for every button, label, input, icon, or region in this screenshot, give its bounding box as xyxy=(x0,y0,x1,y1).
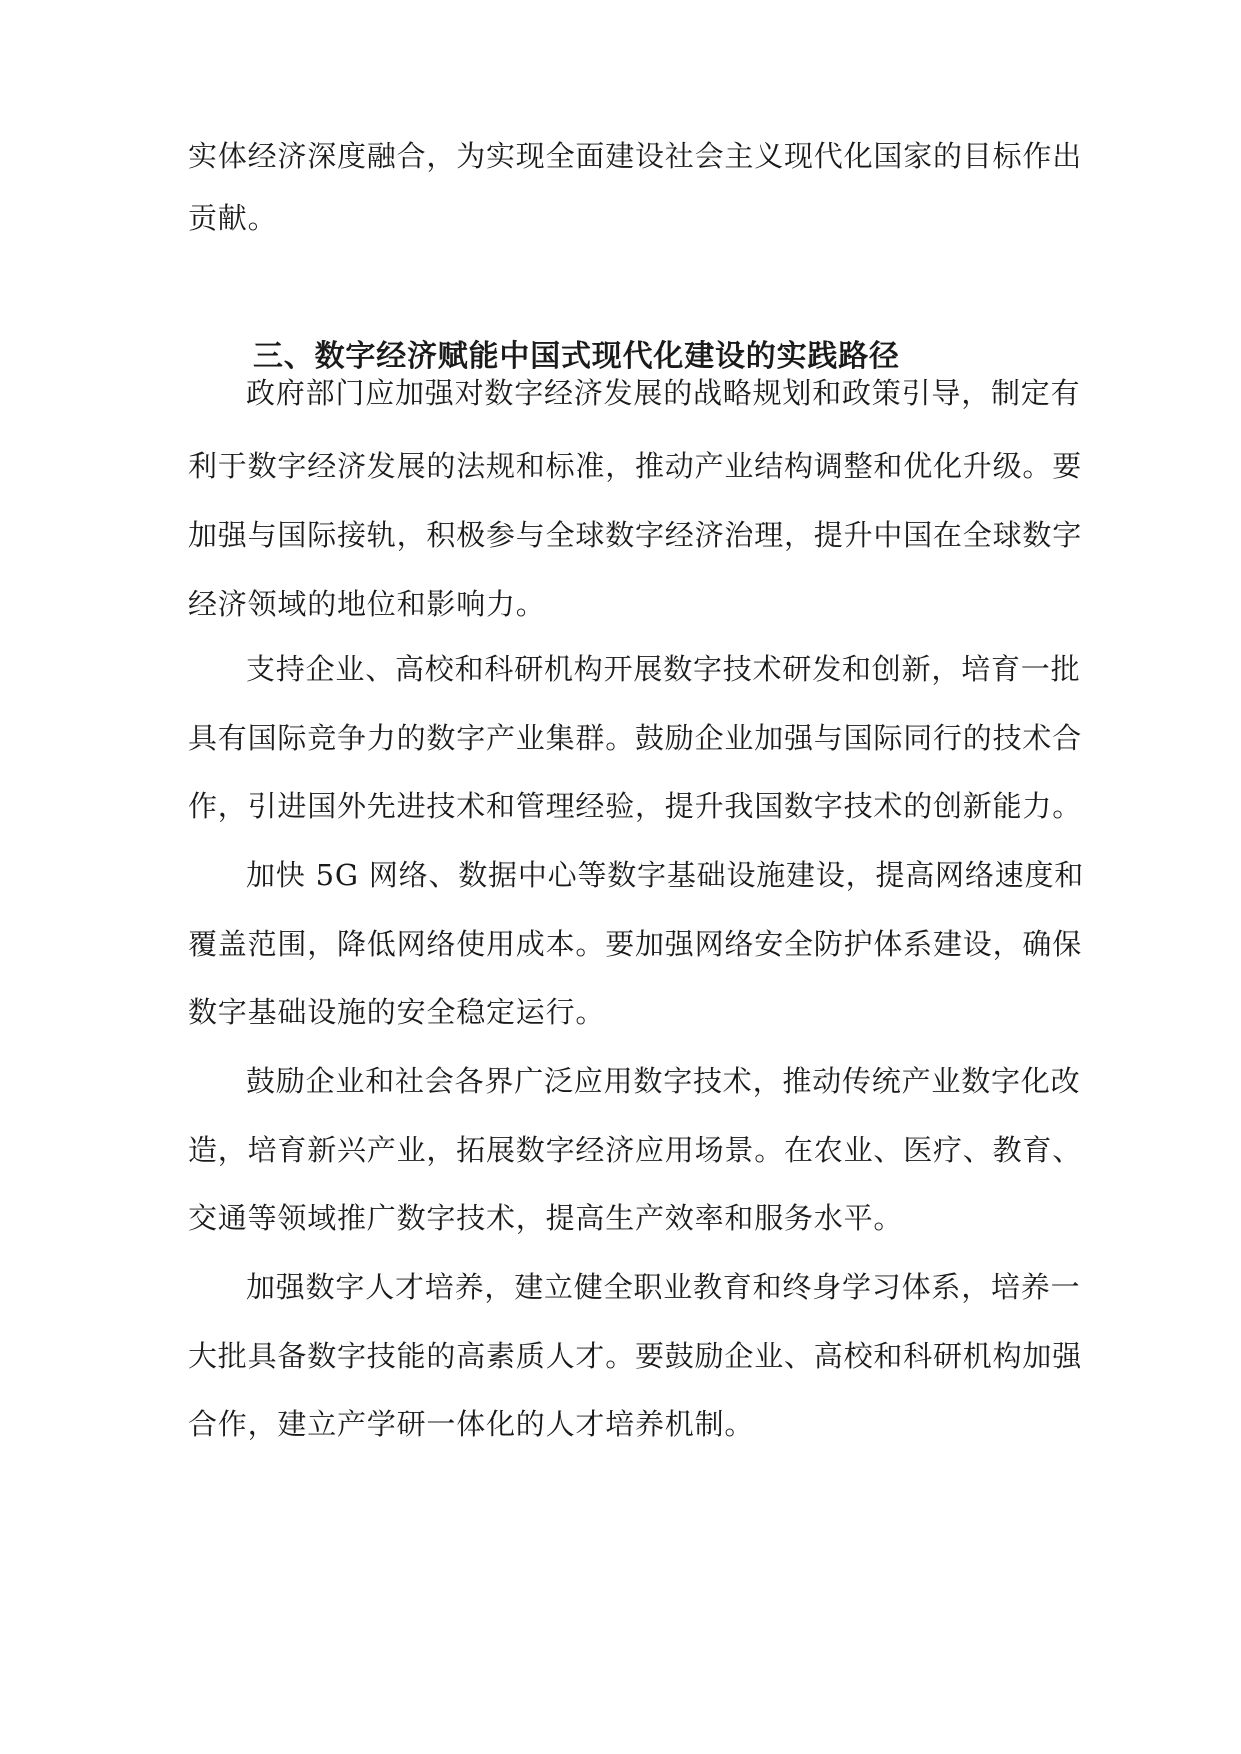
paragraph-1-line-4: 经济领域的地位和影响力。 xyxy=(188,587,546,621)
paragraph-1-line-3: 加强与国际接轨，积极参与全球数字经济治理，提升中国在全球数字 xyxy=(188,518,1083,552)
paragraph-2-line-2: 具有国际竞争力的数字产业集群。鼓励企业加强与国际同行的技术合 xyxy=(188,721,1083,755)
intro-line-2: 贡献。 xyxy=(188,201,278,235)
intro-line-1: 实体经济深度融合，为实现全面建设社会主义现代化国家的目标作出 xyxy=(188,139,1083,173)
paragraph-4-line-2: 造，培育新兴产业，拓展数字经济应用场景。在农业、医疗、教育、 xyxy=(188,1133,1083,1167)
paragraph-3-line-3: 数字基础设施的安全稳定运行。 xyxy=(188,995,606,1029)
section-heading: 三、数字经济赋能中国式现代化建设的实践路径 xyxy=(253,339,900,374)
paragraph-4-line-3: 交通等领域推广数字技术，提高生产效率和服务水平。 xyxy=(188,1201,904,1235)
paragraph-5-line-3: 合作，建立产学研一体化的人才培养机制。 xyxy=(188,1407,755,1441)
paragraph-3-line-1: 加快 5G 网络、数据中心等数字基础设施建设，提高网络速度和 xyxy=(246,858,1085,892)
paragraph-1-line-2: 利于数字经济发展的法规和标准，推动产业结构调整和优化升级。要 xyxy=(188,449,1083,483)
paragraph-5-line-2: 大批具备数字技能的高素质人才。要鼓励企业、高校和科研机构加强 xyxy=(188,1339,1083,1373)
paragraph-4-line-1: 鼓励企业和社会各界广泛应用数字技术，推动传统产业数字化改 xyxy=(246,1064,1081,1098)
paragraph-3-line-2: 覆盖范围，降低网络使用成本。要加强网络安全防护体系建设，确保 xyxy=(188,927,1083,961)
paragraph-2-line-1: 支持企业、高校和科研机构开展数字技术研发和创新，培育一批 xyxy=(246,652,1081,686)
paragraph-2-line-3: 作，引进国外先进技术和管理经验，提升我国数字技术的创新能力。 xyxy=(188,789,1083,823)
paragraph-5-line-1: 加强数字人才培养，建立健全职业教育和终身学习体系，培养一 xyxy=(246,1270,1081,1304)
paragraph-1-line-1: 政府部门应加强对数字经济发展的战略规划和政策引导，制定有 xyxy=(246,376,1081,410)
